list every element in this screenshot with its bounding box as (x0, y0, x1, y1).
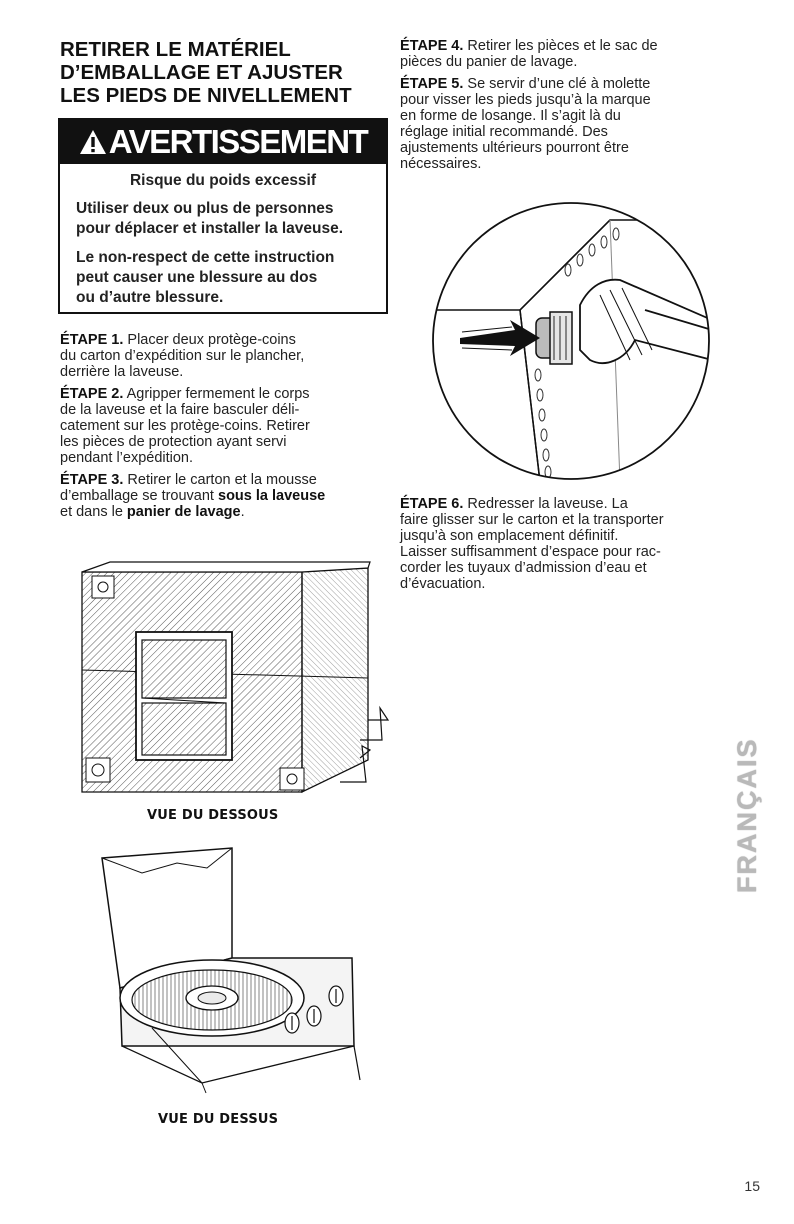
warning-banner (60, 120, 386, 164)
step-text: pièces du panier de lavage. (400, 54, 578, 70)
step-text: les pièces de protection ayant servi (60, 434, 287, 450)
step-text: Redresser la laveuse. La (463, 496, 628, 512)
step-label: ÉTAPE 2. (60, 386, 124, 402)
warning-banner-text: AVERTISSEMENT (108, 123, 368, 160)
step-text: jusqu’à son emplacement définitif. (400, 528, 619, 544)
warning-line: peut causer une blessure au dos (76, 269, 318, 286)
step-4 (400, 38, 760, 70)
warning-subtitle: Risque du poids excessif (129, 172, 317, 189)
step-text: pour visser les pieds jusqu’à la marque (400, 92, 651, 108)
step-text: pendant l’expédition. (60, 450, 194, 466)
left-steps (60, 332, 390, 526)
step-text: et dans le (60, 504, 127, 520)
step-emphasis: panier de lavage (126, 504, 241, 520)
step-label: ÉTAPE 4. (400, 38, 464, 54)
caption-bottom-view: VUE DU DESSOUS (147, 808, 279, 823)
step-text: . (240, 504, 245, 520)
page-number: 15 (744, 1178, 760, 1194)
right-steps-bottom (400, 496, 760, 598)
step-text: Retirer les pièces et le sac de (463, 38, 658, 54)
step-text: d’emballage se trouvant (60, 488, 218, 504)
step-text: Se servir d’une clé à molette (463, 76, 651, 92)
caption-top-view: VUE DU DESSUS (158, 1112, 279, 1127)
step-text: Agripper fermement le corps (123, 386, 310, 402)
step-text: ajustements ultérieurs pourront être (400, 140, 629, 156)
warning-line: Le non-respect de cette instruction (76, 249, 335, 266)
step-label: ÉTAPE 5. (400, 76, 464, 92)
heading-line: RETIRER LE MATÉRIEL (60, 38, 291, 61)
step-2 (60, 386, 390, 466)
step-text: de la laveuse et la faire basculer déli- (60, 402, 300, 418)
step-text: derrière la laveuse. (60, 364, 184, 380)
step-text: en forme de losange. Il s’agit là du (400, 108, 621, 124)
section-heading (60, 38, 380, 107)
step-text: réglage initial recommandé. Des (400, 124, 608, 140)
bottom-view-illustration (70, 560, 390, 800)
step-text: catement sur les protège-coins. Retirer (60, 418, 310, 434)
step-text: faire glisser sur le carton et la transporter (400, 512, 664, 528)
step-text: d’évacuation. (400, 576, 486, 592)
step-label: ÉTAPE 3. (60, 472, 124, 488)
step-3 (60, 472, 390, 520)
warning-triangle-icon (79, 129, 107, 155)
step-text: Placer deux protège-coins (123, 332, 296, 348)
language-side-tab: FRANÇAIS (732, 737, 762, 893)
warning-box (58, 118, 388, 314)
leveling-foot-illustration (430, 200, 712, 482)
step-text: du carton d’expédition sur le plancher, (60, 348, 305, 364)
warning-line: Utiliser deux ou plus de personnes (76, 200, 334, 217)
top-view-illustration (82, 838, 382, 1098)
step-text: Retirer le carton et la mousse (123, 472, 317, 488)
step-1 (60, 332, 390, 380)
warning-paragraph (76, 248, 386, 308)
step-text: nécessaires. (400, 156, 482, 172)
warning-line: pour déplacer et installer la laveuse. (76, 220, 344, 237)
warning-paragraph (76, 199, 386, 239)
step-label: ÉTAPE 6. (400, 496, 464, 512)
step-emphasis: sous la laveuse (218, 488, 326, 504)
step-text: corder les tuyaux d’admission d’eau et (400, 560, 647, 576)
step-label: ÉTAPE 1. (60, 332, 124, 348)
heading-line: LES PIEDS DE NIVELLEMENT (60, 84, 352, 107)
step-text: Laisser suffisamment d’espace pour rac- (400, 544, 661, 560)
step-5 (400, 76, 760, 172)
step-6 (400, 496, 760, 592)
heading-line: D’EMBALLAGE ET AJUSTER (60, 61, 343, 84)
warning-line: ou d’autre blessure. (76, 289, 224, 306)
right-steps-top (400, 38, 760, 178)
